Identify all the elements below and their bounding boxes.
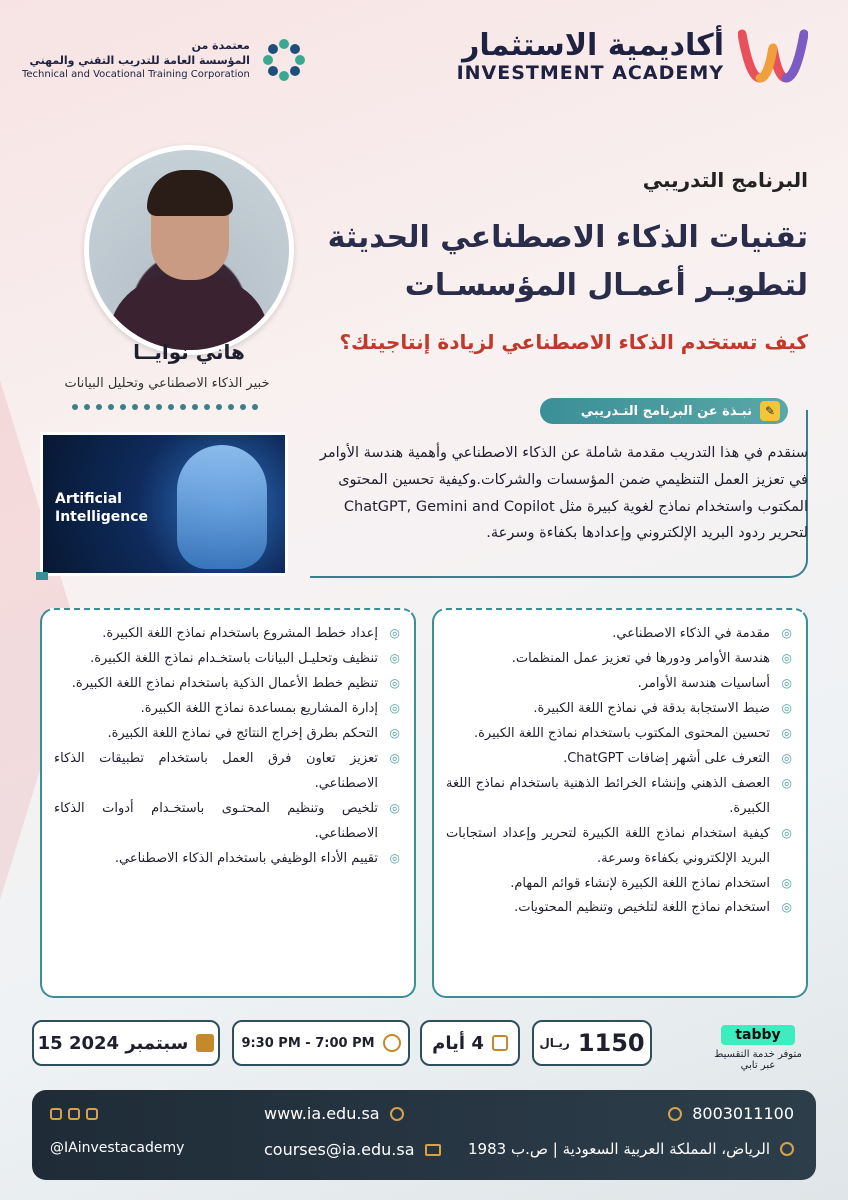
list-item: ◎ التعرف على أشهر إضافات ChatGPT.	[446, 747, 792, 772]
instagram-icon[interactable]	[50, 1108, 62, 1120]
list-item: ◎ تنظيم خطط الأعمال الذكية باستخدام نماذج اللغة الكبيرة.	[54, 672, 400, 697]
location-pin-icon	[780, 1142, 794, 1156]
list-item: ◎ أساسيات هندسة الأوامر.	[446, 672, 792, 697]
list-item: ◎ استخدام نماذج اللغة الكبيرة لإنشاء قوائم المهام.	[446, 872, 792, 897]
footer-phone-row	[668, 1104, 794, 1123]
trainer-photo	[84, 145, 294, 355]
tabby-logo: tabby	[721, 1025, 794, 1045]
trainer-title: خبير الذكاء الاصطناعي وتحليل البيانات	[64, 376, 270, 391]
duration-value: 4 أيام	[432, 1032, 484, 1054]
footer-address: الرياض، المملكة العربية السعودية | ص.ب 1983	[468, 1140, 770, 1158]
academy-logo-icon	[738, 28, 808, 84]
tvtc-logo	[22, 36, 308, 84]
list-item: ◎ تنظيف وتحليـل البيانات باستخـدام نماذج اللغة الكبيرة.	[54, 647, 400, 672]
list-item: ◎ تقييم الأداء الوظيفي باستخدام الذكاء الاصطناعي.	[54, 847, 400, 872]
price-pill	[532, 1020, 652, 1066]
image-corner-accent	[36, 572, 48, 580]
robot-head-graphic	[177, 445, 267, 569]
date-pill	[32, 1020, 220, 1066]
academy-name-ar: أكاديمية الاستثمار	[462, 27, 724, 63]
about-program-tag	[540, 398, 788, 424]
ai-image-text-line1: Artificial	[55, 491, 122, 507]
email-icon	[425, 1144, 441, 1156]
footer-email-row	[264, 1140, 441, 1159]
list-item: ◎ التحكم بطرق إخراج النتائج في نماذج اللغة الكبيرة.	[54, 722, 400, 747]
list-item: ◎ هندسة الأوامر ودورها في تعزيز عمل المنظمات.	[446, 647, 792, 672]
list-item: ◎ مقدمة في الذكاء الاصطناعي.	[446, 622, 792, 647]
list-item: ◎ ضبط الاستجابة بدقة في نماذج اللغة الكبيرة.	[446, 697, 792, 722]
footer-website-row	[264, 1104, 404, 1123]
list-item: ◎ إدارة المشاريع بمساعدة نماذج اللغة الكبيرة.	[54, 697, 400, 722]
clipboard-icon: ✎	[760, 401, 780, 421]
investment-academy-logo	[457, 28, 808, 84]
time-pill	[232, 1020, 410, 1066]
list-item: ◎ تلخيص وتنظيم المحتـوى باستخـدام أدوات الذكاء الاصطناعي.	[54, 797, 400, 847]
ai-image	[40, 432, 288, 576]
phone-icon	[668, 1107, 682, 1121]
topics-list-left	[42, 610, 414, 872]
twitter-icon[interactable]	[86, 1108, 98, 1120]
footer-social-handle[interactable]: @IAinvestacademy	[50, 1140, 185, 1156]
about-tag-label: نبـذة عن البرنامج التـدريبي	[580, 403, 752, 419]
date-value: 15 سبتمبر 2024	[37, 1032, 189, 1054]
footer-bar	[32, 1090, 816, 1180]
footer-website[interactable]: www.ia.edu.sa	[264, 1104, 380, 1123]
time-value: 9:30 PM - 7:00 PM	[241, 1035, 375, 1051]
topics-card-right	[432, 608, 808, 998]
divider-dots	[40, 404, 290, 412]
accredited-by-label: معتمدة من	[191, 39, 250, 53]
tvtc-name-ar: المؤسسة العامة للتدريب التقني والمهني	[29, 53, 250, 67]
topics-list-right	[434, 610, 806, 921]
list-item: ◎ تعزيز تعاون فرق العمل باستخدام تطبيقات الذكاء الاصطناعي.	[54, 747, 400, 797]
footer-address-row	[468, 1140, 794, 1158]
calendar-icon	[196, 1034, 214, 1052]
tabby-info	[708, 1024, 808, 1071]
list-item: ◎ العصف الذهني وإنشاء الخرائط الذهنية باستخدام نماذج اللغة الكبيرة.	[446, 772, 792, 822]
topics-card-left	[40, 608, 416, 998]
globe-icon	[390, 1107, 404, 1121]
academy-name-en: INVESTMENT ACADEMY	[456, 61, 724, 84]
program-title-line2: لتطويـر أعمـال المؤسسـات	[404, 268, 808, 303]
list-item: ◎ إعداد خطط المشروع باستخدام نماذج اللغة الكبيرة.	[54, 622, 400, 647]
calendar-outline-icon	[492, 1035, 508, 1051]
tabby-note: متوفر خدمة التقسيط عبر تابي	[714, 1049, 802, 1071]
footer-email[interactable]: courses@ia.edu.sa	[264, 1140, 415, 1159]
trainer-name: هاني نوايــا	[133, 340, 245, 364]
price-value: 1150	[577, 1029, 645, 1057]
footer-social-row	[50, 1140, 184, 1156]
about-text: سنقدم في هذا التدريب مقدمة شاملة عن الذكاء الاصطناعي وأهمية هندسة الأوامر في تعزيز العمل التنظيمي ضمن المؤسسات والشركات.وكيفية تحسين المحتوى المكتوب واستخدام نماذج لغوية كبيرة مثل ChatGPT, Gemini and Copilot لتحرير ردود البريد الإلكتروني وإعدادها بكفاءة وسرعة.	[319, 445, 808, 542]
clock-icon	[383, 1034, 401, 1052]
footer-phone[interactable]: 8003011100	[692, 1104, 794, 1123]
list-item: ◎ تحسين المحتوى المكتوب باستخدام نماذج اللغة الكبيرة.	[446, 722, 792, 747]
price-currency: ريـال	[539, 1036, 570, 1050]
program-title-line1: تقنيات الذكاء الاصطناعي الحديثة	[327, 220, 808, 255]
tvtc-emblem-icon	[260, 36, 308, 84]
ai-image-text-line2: Intelligence	[55, 508, 149, 525]
program-label: البرنامج التدريبي	[642, 168, 808, 192]
facebook-icon[interactable]	[68, 1108, 80, 1120]
program-subtitle: كيف تستخدم الذكاء الاصطناعي لزيادة إنتاجيتك؟	[339, 330, 808, 354]
footer-social-icons	[50, 1108, 98, 1120]
list-item: ◎ استخدام نماذج اللغة لتلخيص وتنظيم المحتويات.	[446, 896, 792, 921]
tvtc-name-en: Technical and Vocational Training Corporation	[22, 68, 250, 80]
list-item: ◎ كيفية استخدام نماذج اللغة الكبيرة لتحرير وإعداد استجابات البريد الإلكتروني بكفاءة وسرعة.	[446, 822, 792, 872]
duration-pill	[420, 1020, 520, 1066]
